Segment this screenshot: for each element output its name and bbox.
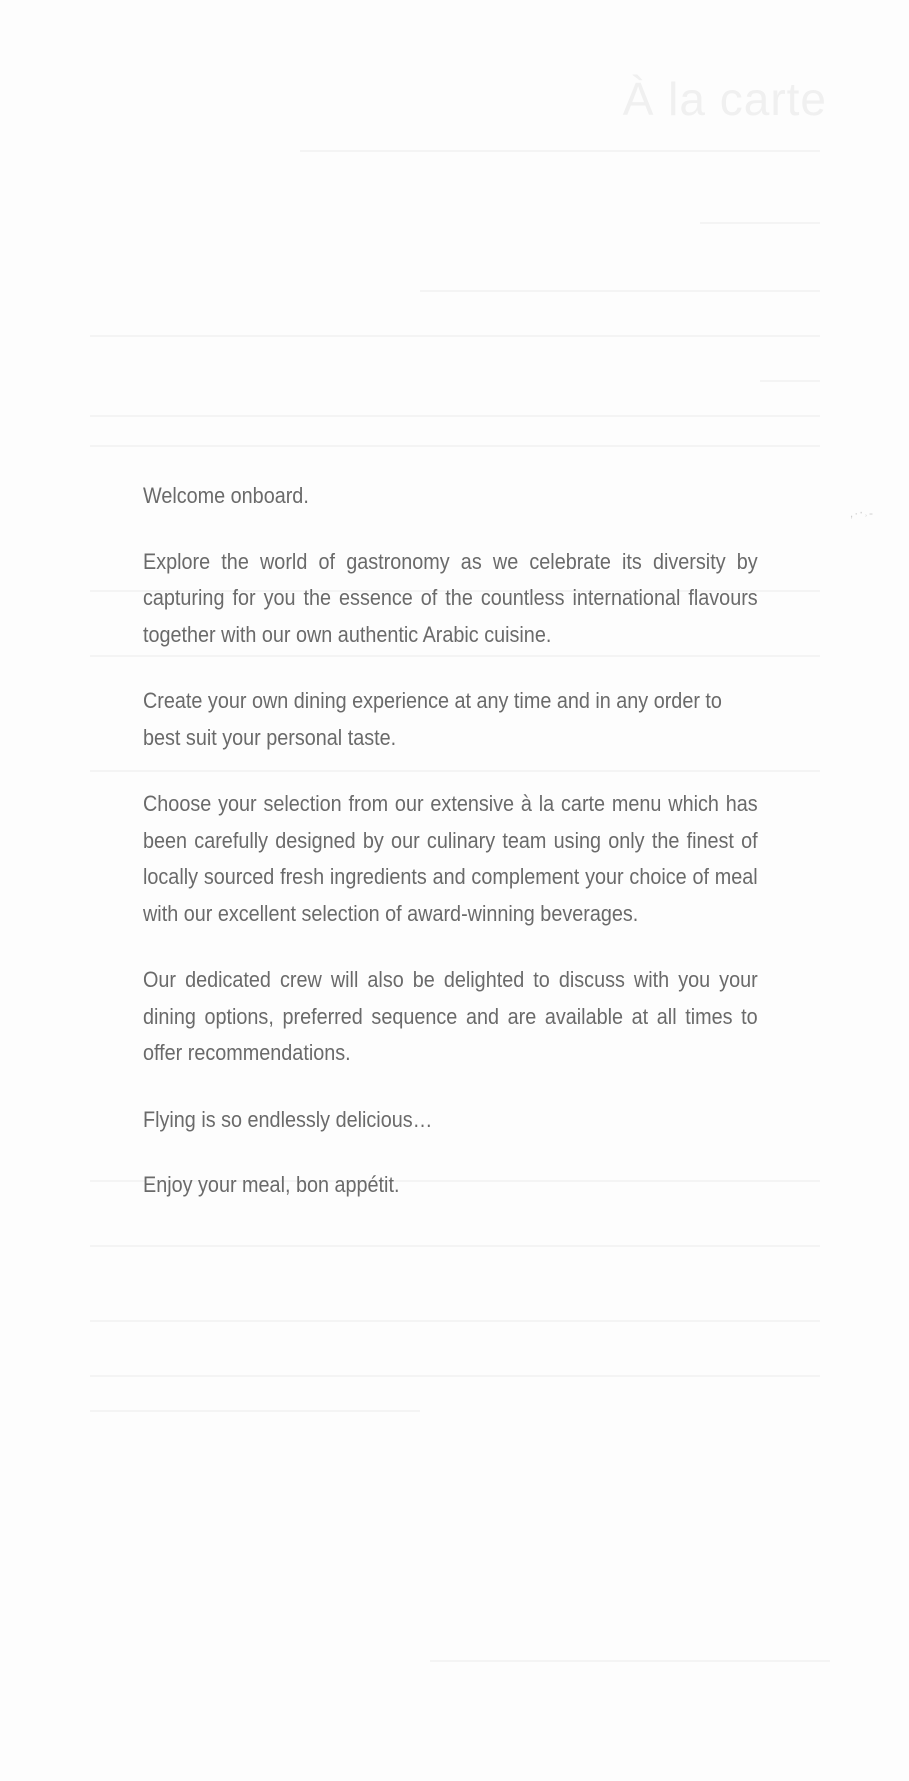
selection-paragraph: Choose your selection from our extensive à la carte menu which has been carefully designed by our culinary team using only the finest of locally sourced fresh ingredients and complement your choice of meal with our excellent selection of award-winning beverages. bbox=[143, 791, 758, 926]
signoff-text: Enjoy your meal, bon appétit. bbox=[143, 1172, 400, 1197]
bleed-through-line bbox=[420, 290, 820, 292]
bleed-through-line bbox=[90, 1245, 820, 1247]
welcome-letter bbox=[143, 478, 758, 1204]
intro-paragraph: Explore the world of gastronomy as we celebrate its diversity by capturing for you the essence of the countless international flavours together with our own authentic Arabic cuisine. bbox=[143, 548, 758, 647]
bleed-through-line bbox=[90, 1320, 820, 1322]
bleed-through-heading: À la carte bbox=[622, 73, 827, 125]
dining-experience-paragraph: Create your own dining experience at any time and in any order to best suit your personal taste. bbox=[143, 688, 722, 750]
bleed-through-line bbox=[300, 150, 820, 152]
bleed-through-line bbox=[90, 335, 820, 337]
bleed-through-line bbox=[90, 415, 820, 417]
bleed-through-line bbox=[90, 445, 820, 447]
bleed-through-line bbox=[90, 1375, 820, 1377]
bleed-through-line bbox=[430, 1660, 830, 1662]
greeting-text: Welcome onboard. bbox=[143, 483, 309, 508]
tagline-text: Flying is so endlessly delicious… bbox=[143, 1106, 433, 1132]
bleed-through-line bbox=[760, 380, 820, 382]
stray-ink-mark: ,·‧˒- bbox=[849, 506, 874, 520]
bleed-through-line bbox=[90, 1410, 420, 1412]
bleed-through-line bbox=[700, 222, 820, 224]
crew-paragraph: Our dedicated crew will also be delighted to discuss with you your dining options, preferred sequence and are available at all times to offer recommendations. bbox=[143, 967, 758, 1065]
